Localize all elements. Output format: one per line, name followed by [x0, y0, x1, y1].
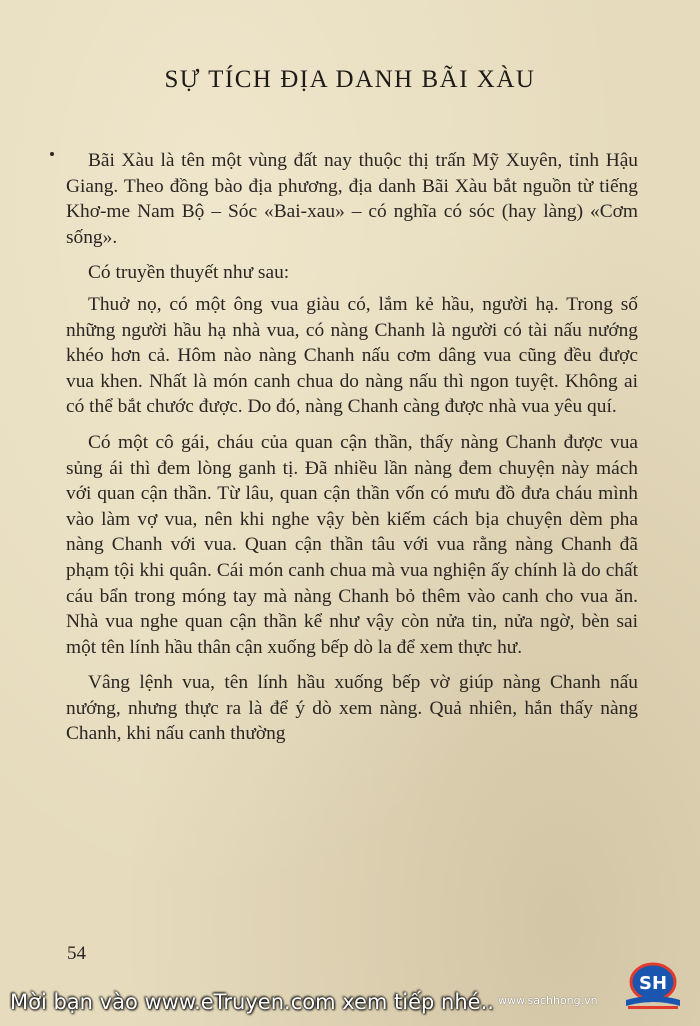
logo-letters: SH [638, 973, 668, 994]
paragraph-3: Thuở nọ, có một ông vua giàu có, lắm kẻ hầu, người hạ. Trong số những người hầu hạ nhà vua, có nàng Chanh là người có tài nấu nướng khéo hơn cả. Hôm nào nàng Chanh nấu cơm dâng vua cũng đều được vua khen. Nhất là món canh chua do nàng nấu thì ngon tuyệt. Không ai có thể bắt chước được. Do đó, nàng Chanh càng được nhà vua yêu quí. [66, 293, 638, 418]
publisher-logo-icon [622, 962, 684, 1010]
paragraph-4: Có một cô gái, cháu của quan cận thần, thấy nàng Chanh được vua sủng ái thì đem lòng ganh tị. Đã nhiều lần nàng đem chuyện này mách với quan cận thần. Từ lâu, quan cận thần vốn có mưu đồ đưa cháu mình vào làm vợ vua, nên khi nghe vậy bèn kiếm cách bịa chuyện dèm pha nàng Chanh với vua. Quan cận thần tâu với vua rằng nàng Chanh đã phạm tội khi quân. Cái món canh chua mà vua nghiện ấy chính là do chất cáu bẩn trong móng tay mà nàng Chanh bỏ thêm vào canh cho vua ăn. Nhà vua nghe quan cận thần kể như vậy còn nửa tin, nửa ngờ, bèn sai một tên lính hầu thân cận xuống bếp dò la để xem thực hư. [66, 431, 638, 658]
watermark-site-text: www.sachhong.vn [498, 994, 598, 1007]
page-title: SỰ TÍCH ĐỊA DANH BÃI XÀU [164, 66, 536, 93]
margin-mark [50, 152, 54, 156]
watermark-text[interactable]: Mời bạn vào www.eTruyen.com xem tiếp nhé.. [10, 990, 494, 1014]
paragraph-2: Có truyền thuyết như sau: [88, 262, 290, 284]
paragraph-5: Vâng lệnh vua, tên lính hầu xuống bếp vờ giúp nàng Chanh nấu nướng, nhưng thực ra là để ý dò xem nàng. Quả nhiên, hắn thấy nàng Chanh, khi nấu canh thường [66, 672, 638, 745]
paragraph-1: Bãi Xàu là tên một vùng đất nay thuộc thị trấn Mỹ Xuyên, tỉnh Hậu Giang. Theo đồng bào địa phương, địa danh Bãi Xàu bắt nguồn từ tiếng Khơ-me Nam Bộ – Sóc «Bai-xau» – có nghĩa có sóc (hay làng) «Cơm sống». [66, 150, 638, 248]
page-number: 54 [67, 943, 86, 964]
body-text [66, 148, 638, 757]
